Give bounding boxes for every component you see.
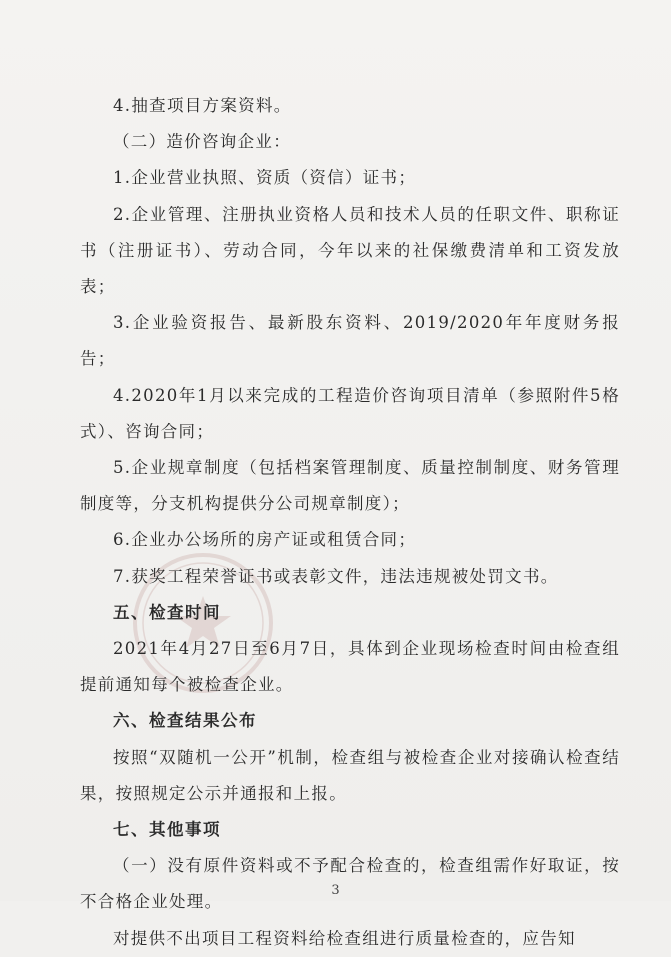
item-7-awards: 7.获奖工程荣誉证书或表彰文件，违法违规被处罚文书。 bbox=[113, 566, 559, 586]
item-4-project-materials: 4.抽查项目方案资料。 bbox=[113, 96, 292, 115]
other-matters-item-1: （一）没有原件资料或不予配合检查的，检查组需作好取证，按不合格企业处理。 bbox=[80, 856, 620, 912]
inspection-time-text: 2021年4月27日至6月7日，具体到企业现场检查时间由检查组提前通知每个被检查企业。 bbox=[80, 639, 620, 695]
item-6-office: 6.企业办公场所的房产证或租赁合同； bbox=[113, 530, 417, 550]
results-text: 按照“双随机一公开”机制，检查组与被检查企业对接确认检查结果，按照规定公示并通报和上报。 bbox=[80, 747, 620, 803]
page-number: 3 bbox=[331, 883, 340, 898]
other-matters-continued: 对提供不出项目工程资料给检查组进行质量检查的，应告知 bbox=[113, 928, 576, 948]
item-1-license: 1.企业营业执照、资质（资信）证书； bbox=[113, 168, 417, 188]
item-3-financial: 3.企业验资报告、最新股东资料、2019/2020年年度财务报告； bbox=[80, 313, 620, 369]
item-5-regulations: 5.企业规章制度（包括档案管理制度、质量控制制度、财务管理制度等，分支机构提供分公司规章制度）； bbox=[80, 458, 620, 514]
item-4-project-list: 4.2020年1月以来完成的工程造价咨询项目清单（参照附件5格式）、咨询合同； bbox=[80, 385, 620, 441]
section-heading-results: 六、检查结果公布 bbox=[113, 711, 257, 731]
subsection-cost-consulting: （二）造价咨询企业： bbox=[113, 132, 291, 152]
section-heading-inspection-time: 五、检查时间 bbox=[113, 602, 221, 622]
item-2-personnel: 2.企业管理、注册执业资格人员和技术人员的任职文件、职称证书（注册证书）、劳动合同，今年以来的社保缴费清单和工资发放表； bbox=[80, 204, 620, 297]
document-body bbox=[80, 88, 620, 957]
section-heading-other-matters: 七、其他事项 bbox=[113, 820, 221, 840]
